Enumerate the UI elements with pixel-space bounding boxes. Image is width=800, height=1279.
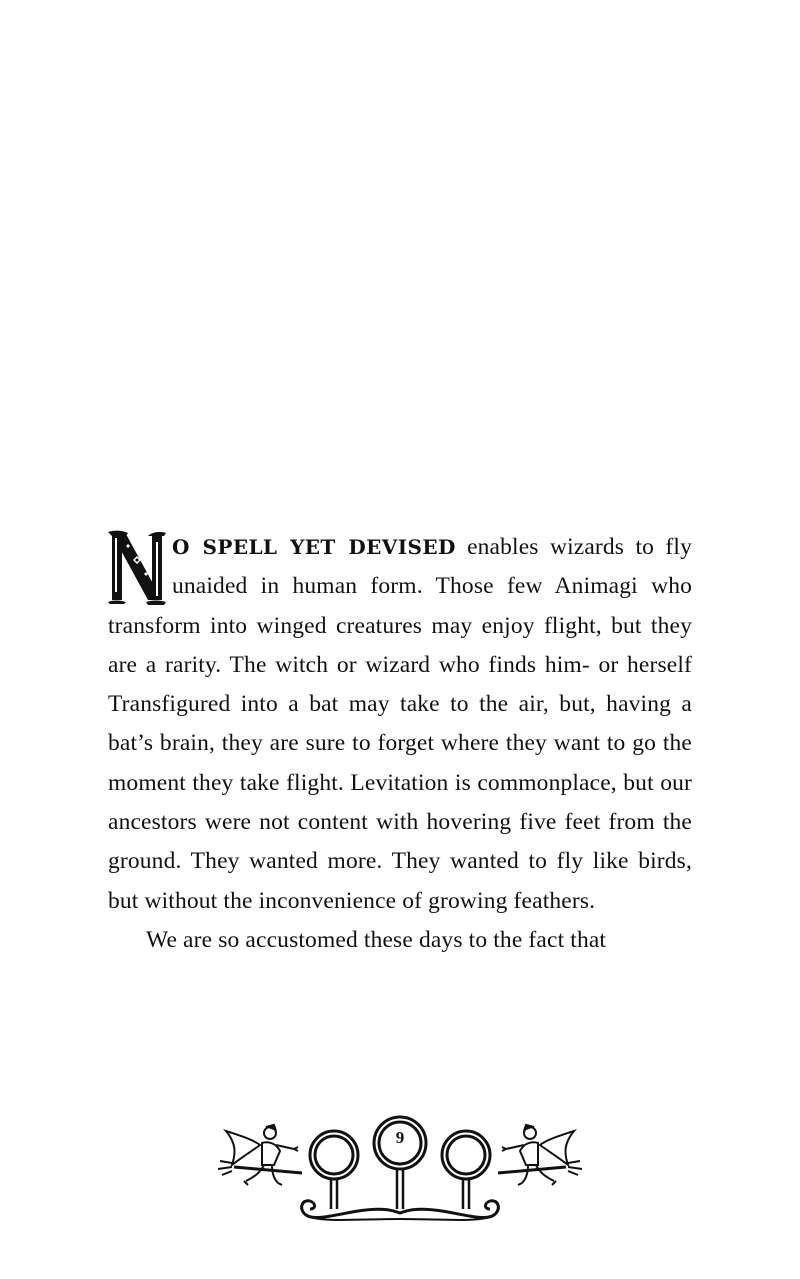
second-paragraph: We are so accustomed these days to the fact that <box>146 926 607 953</box>
lead-in-small-caps: O SPELL YET DEVISED <box>172 535 456 559</box>
drop-cap-glyph <box>106 530 168 606</box>
page-number: 9 <box>395 1128 405 1147</box>
left-broom-rider-icon <box>218 1125 302 1185</box>
drop-cap-n <box>106 530 168 606</box>
right-broom-rider-icon <box>498 1125 582 1185</box>
opening-paragraph <box>108 528 692 921</box>
opening-paragraph-text: enables wizards to fly unaided in human form. Those few Animagi who transform into winged creatures may enjoy flight, but they are a rarity. The witch or wizard who finds him- or herself Transfigured into a bat may take to the air, but, having a bat’s brain, they are sure to forget where they want to go the moment they take flight. Levitation is commonplace, but our ancestors were not content with hovering five feet from the ground. They wanted more. They wanted to fly like birds, but without the inconvenience of growing feathers. <box>108 534 692 914</box>
body-text <box>108 528 692 960</box>
